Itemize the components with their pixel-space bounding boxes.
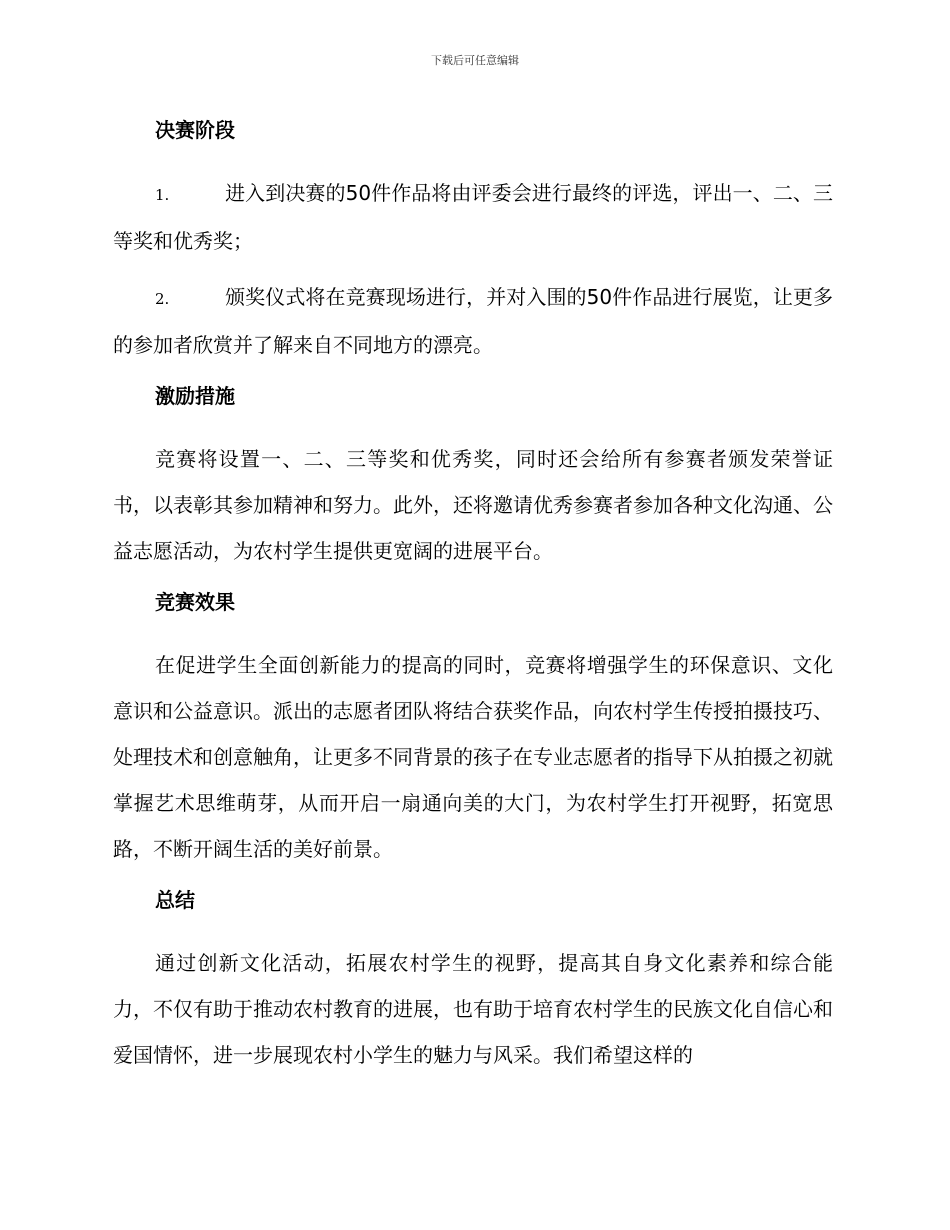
incentive-paragraph: 竞赛将设置一、二、三等奖和优秀奖，同时还会给所有参赛者颁发荣誉证书，以表彰其参加精神和努力。此外，还将邀请优秀参赛者参加各种文化沟通、公益志愿活动，为农村学生提供更宽阔的进展平台。 [113,447,833,563]
effect-heading: 竞赛效果 [155,590,235,614]
list-number: 2. [155,290,170,308]
list-item-text: 颁奖仪式将在竞赛现场进行，并对入围的50件作品进行展览，让更多的参加者欣赏并了解来自不同地方的漂亮。 [113,285,833,357]
summary-paragraph: 通过创新文化活动，拓展农村学生的视野，提高其自身文化素养和综合能力，不仅有助于推动农村教育的进展，也有助于培育农村学生的民族文化自信心和爱国情怀，进一步展现农村小学生的魅力与风采。我们希望这样的 [113,951,833,1067]
list-number: 1. [155,186,170,204]
summary-heading: 总结 [155,888,195,912]
final-stage-heading: 决赛阶段 [155,118,235,142]
effect-paragraph: 在促进学生全面创新能力的提高的同时，竞赛将增强学生的环保意识、文化意识和公益意识。派出的志愿者团队将结合获奖作品，向农村学生传授拍摄技巧、处理技术和创意触角，让更多不同背景的孩子在专业志愿者的指导下从拍摄之初就掌握艺术思维萌芽，从而开启一扇通向美的大门，为农村学生打开视野，拓宽思路，不断开阔生活的美好前景。 [113,653,833,861]
incentive-heading: 激励措施 [155,384,235,408]
list-item [113,170,833,264]
list-item-text: 进入到决赛的50件作品将由评委会进行最终的评选，评出一、二、三等奖和优秀奖； [113,181,833,253]
page-header: 下载后可任意编辑 [431,54,519,67]
list-item [113,274,833,368]
document-body [113,112,833,1088]
